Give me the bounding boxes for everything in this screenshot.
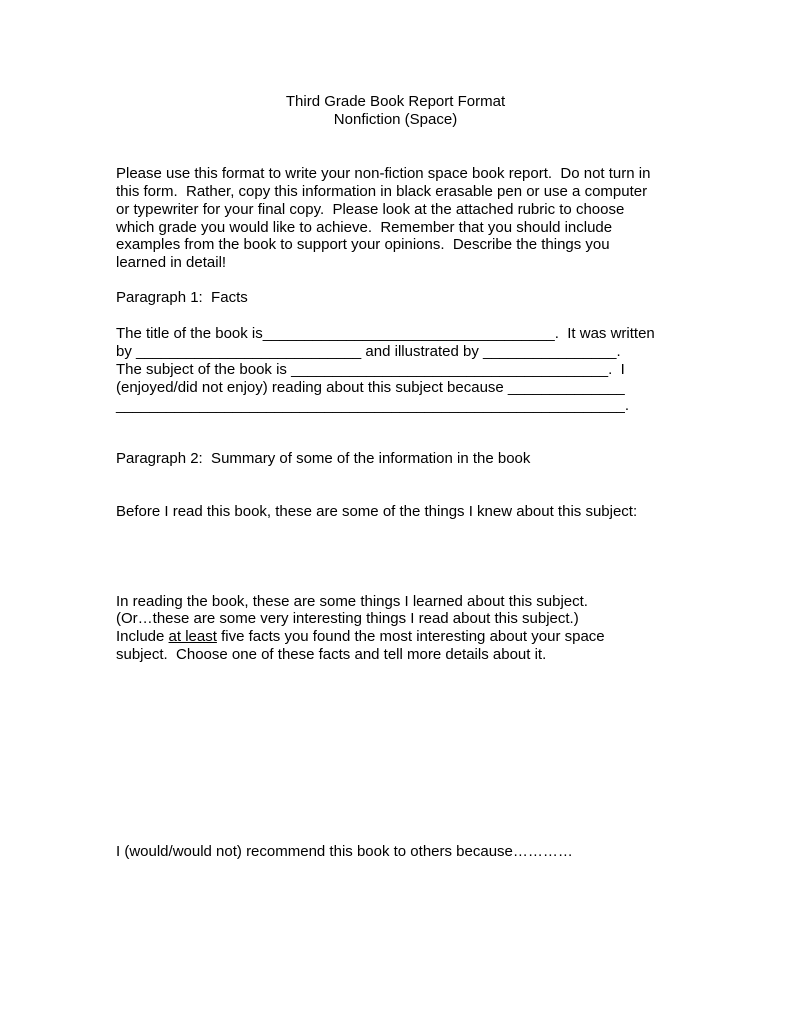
fill-in-line: The subject of the book is ______________________________________. I bbox=[116, 361, 625, 378]
fill-in-line: (enjoyed/did not enjoy) reading about this subject because ______________ bbox=[116, 379, 625, 396]
learned-line: (Or…these are some very interesting things I read about this subject.) bbox=[116, 610, 579, 627]
choose-line: subject. Choose one of these facts and tell more details about it. bbox=[116, 646, 547, 663]
page-title: Third Grade Book Report Format bbox=[285, 93, 506, 110]
include-prefix: Include bbox=[116, 628, 169, 645]
fill-in-line: _____________________________________________________________. bbox=[116, 397, 630, 414]
fill-in-line: by ___________________________ and illustrated by ________________. bbox=[116, 343, 621, 360]
at-least-underlined: at least bbox=[168, 628, 217, 645]
intro-line: which grade you would like to achieve. Remember that you should include bbox=[116, 219, 613, 236]
include-line bbox=[116, 628, 605, 646]
intro-line: examples from the book to support your opinions. Describe the things you bbox=[116, 236, 610, 253]
fill-in-line: The title of the book is___________________________________. It was written bbox=[116, 325, 655, 342]
intro-line: learned in detail! bbox=[116, 254, 227, 271]
page-subtitle: Nonfiction (Space) bbox=[333, 111, 458, 128]
intro-line: this form. Rather, copy this information in black erasable pen or use a computer bbox=[116, 183, 648, 200]
intro-line: or typewriter for your final copy. Please look at the attached rubric to choose bbox=[116, 201, 625, 218]
include-suffix: five facts you found the most interesting about your space bbox=[216, 628, 605, 645]
paragraph2-heading: Paragraph 2: Summary of some of the information in the book bbox=[116, 450, 531, 467]
intro-line: Please use this format to write your non-fiction space book report. Do not turn in bbox=[116, 165, 651, 182]
paragraph1-heading: Paragraph 1: Facts bbox=[116, 289, 248, 306]
learned-line: In reading the book, these are some things I learned about this subject. bbox=[116, 593, 588, 610]
before-prompt: Before I read this book, these are some of the things I knew about this subject: bbox=[116, 503, 638, 520]
recommend-prompt: I (would/would not) recommend this book to others because………… bbox=[116, 843, 573, 860]
